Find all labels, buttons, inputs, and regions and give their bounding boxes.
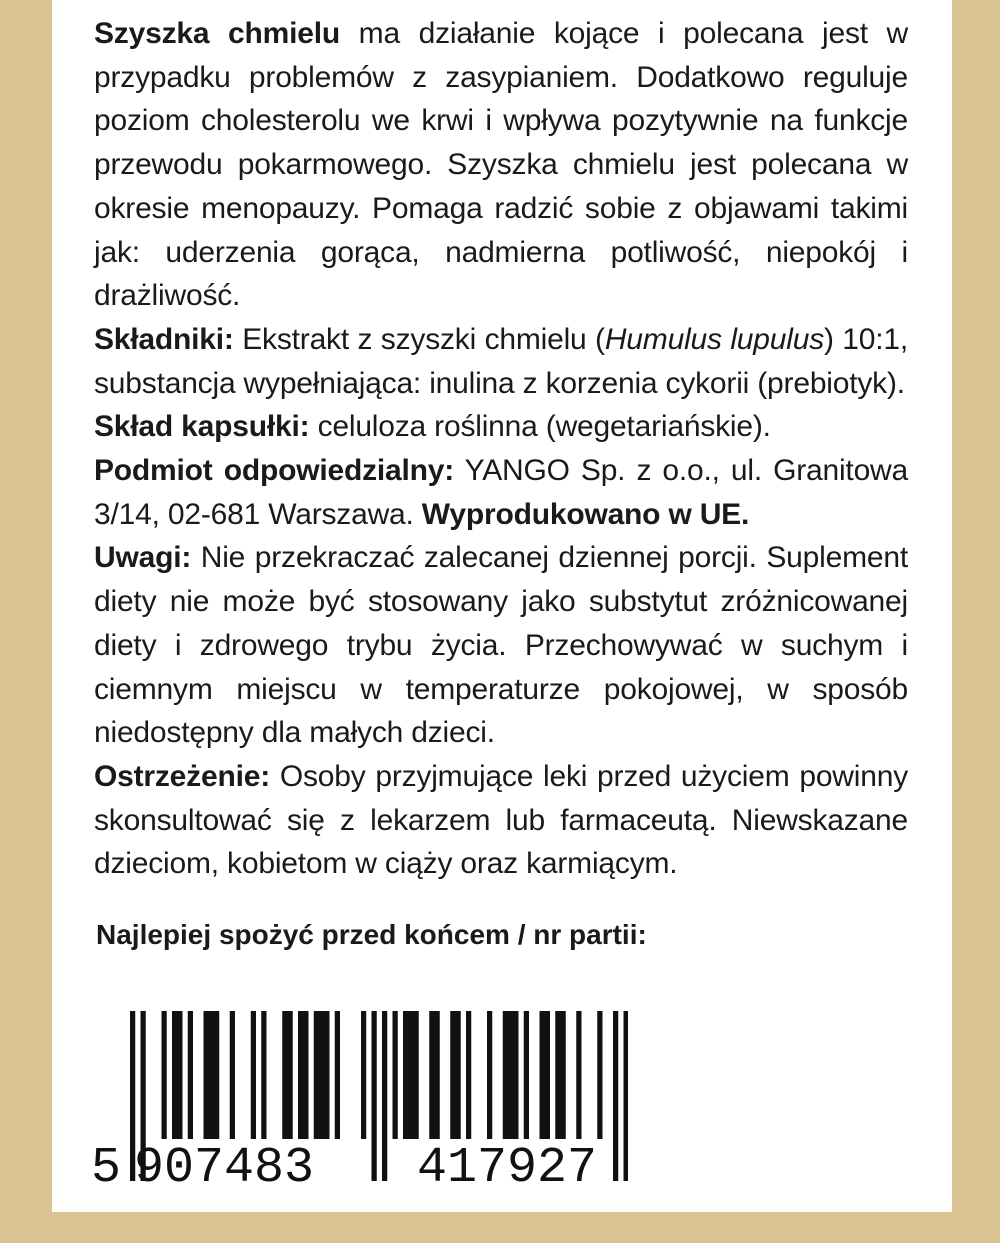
- barcode-bar: [261, 1011, 266, 1139]
- barcode-bar: [298, 1011, 309, 1139]
- capsule-paragraph: [94, 405, 908, 449]
- barcode-graphic: [88, 1005, 628, 1195]
- barcode-bar: [540, 1011, 551, 1139]
- capsule-text: celuloza roślinna (wegetariańskie).: [317, 410, 771, 444]
- barcode-bar: [188, 1011, 193, 1139]
- barcode-bar: [503, 1011, 519, 1139]
- barcode-bar: [555, 1011, 566, 1139]
- barcode-bar: [524, 1011, 529, 1139]
- barcode-guard-bar: [372, 1011, 377, 1181]
- barcode-bar: [450, 1011, 461, 1139]
- barcode-bar: [162, 1011, 167, 1139]
- barcode-bar: [429, 1011, 440, 1139]
- barcode-right-digits: 417927: [416, 1140, 598, 1195]
- ingredients-label: Składniki:: [94, 322, 234, 356]
- barcode-guard-bar: [613, 1011, 618, 1181]
- responsible-label: Podmiot odpowiedzialny:: [94, 454, 455, 488]
- barcode-bar: [335, 1011, 340, 1139]
- warning-text: Osoby przyjmujące leki przed użyciem powinny skonsultować się z lekarzem lub farmaceutą. Niewskazane dzieciom, kobietom w ciąży oraz karmiącym.: [94, 759, 909, 881]
- barcode-bar: [576, 1011, 581, 1139]
- ingredients-paragraph: [94, 318, 908, 405]
- barcode-bar: [403, 1011, 419, 1139]
- barcode-left-digits: 907483: [133, 1140, 315, 1195]
- description-title: Szyszka chmielu: [94, 17, 340, 50]
- ingredients-latin-name: Humulus lupulus: [604, 322, 824, 356]
- label-text: [94, 12, 908, 886]
- barcode-bar: [251, 1011, 256, 1139]
- barcode-bar: [204, 1011, 220, 1139]
- barcode-guard-bar: [624, 1011, 629, 1181]
- barcode-bar: [230, 1011, 235, 1139]
- ingredients-text-before: Ekstrakt z szyszki chmielu (: [242, 322, 605, 356]
- responsible-paragraph: [94, 449, 908, 536]
- barcode-bar: [282, 1011, 293, 1139]
- barcode-bar: [597, 1011, 602, 1139]
- responsible-text: YANGO Sp. z o.o., ul. Granitowa 3/14, 02-681 Warszawa.: [94, 454, 909, 531]
- notes-text: Nie przekraczać zalecanej dziennej porcji. Suplement diety nie może być stosowany jako substytut zróżnicowanej diety i zdrowego trybu życia. Przechowywać w suchym i ciemnym miejscu w temperaturze pokojowej, w sposób niedostępny dla małych dzieci.: [94, 541, 908, 750]
- barcode-bar: [172, 1011, 183, 1139]
- barcode-bar: [466, 1011, 471, 1139]
- best-before-label: Najlepiej spożyć przed końcem / nr partii:: [96, 919, 647, 950]
- barcode: [88, 1005, 628, 1195]
- description-text: ma działanie kojące i polecana jest w przypadku problemów z zasypianiem. Dodatkowo reguluje poziom cholesterolu we krwi i wpływa pozytywnie na funkcje przewodu pokarmowego. Szyszka chmielu jest polecana w okresie menopauzy. Pomaga radzić sobie z objawami takimi jak: uderzenia gorąca, nadmierna potliwość, niepokój i drażliwość.: [94, 17, 909, 313]
- barcode-bar: [314, 1011, 330, 1139]
- warning-paragraph: [94, 755, 908, 886]
- ingredients-text-after: ) 10:1, substancja wypełniająca: inulina z korzenia cykorii (prebiotyk).: [94, 322, 909, 400]
- barcode-bar: [393, 1011, 398, 1139]
- product-label: [52, 0, 952, 1212]
- barcode-first-digit: 5: [90, 1140, 122, 1195]
- warning-label: Ostrzeżenie:: [94, 759, 270, 793]
- barcode-guard-bar: [382, 1011, 387, 1181]
- notes-paragraph: [94, 536, 908, 755]
- barcode-bar: [487, 1011, 492, 1139]
- notes-label: Uwagi:: [94, 541, 192, 575]
- description-paragraph: [94, 12, 908, 318]
- barcode-bar: [361, 1011, 366, 1139]
- made-in-text: Wyprodukowano w UE.: [421, 497, 750, 531]
- capsule-label: Skład kapsułki:: [94, 410, 310, 444]
